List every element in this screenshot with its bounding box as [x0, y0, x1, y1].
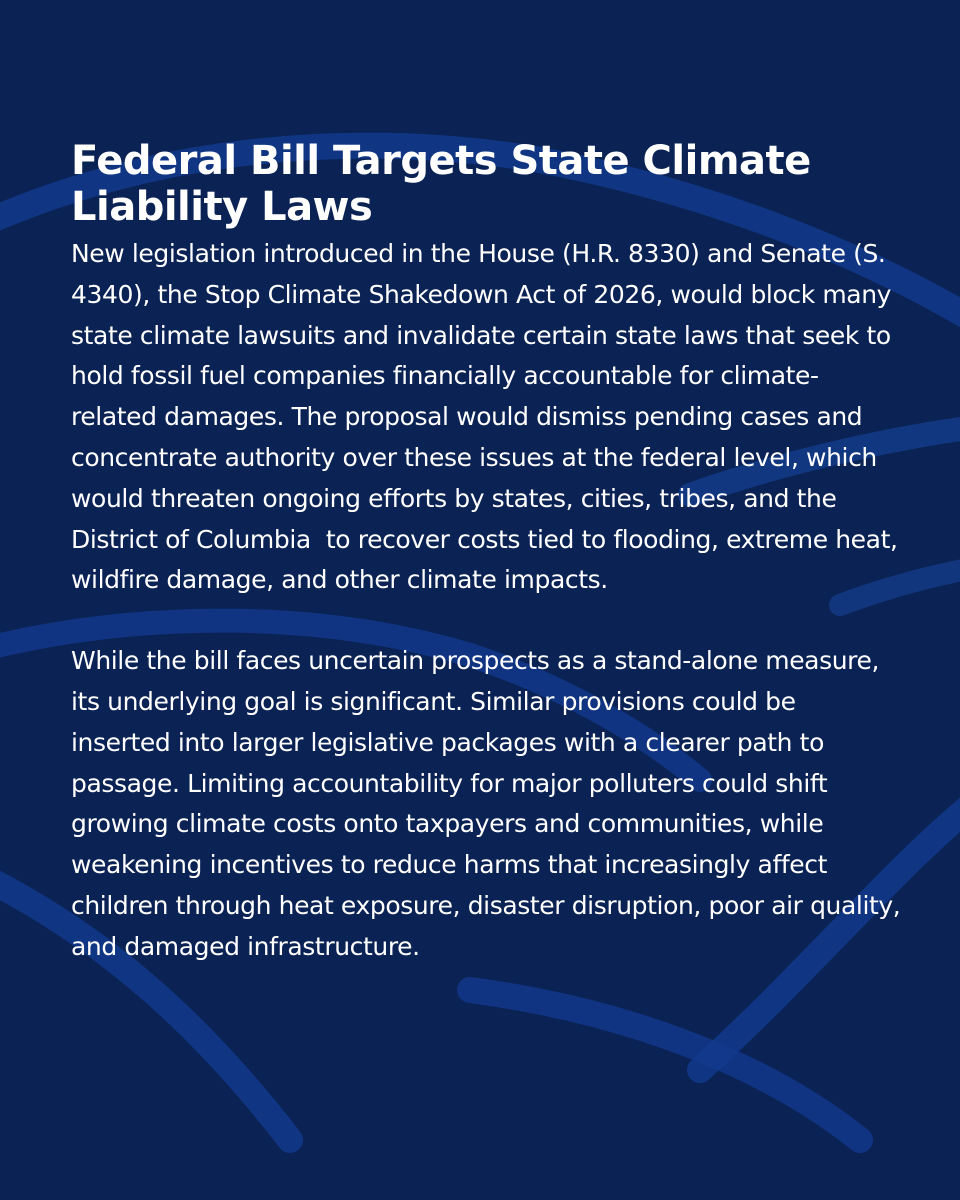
- article-paragraph-1: New legislation introduced in the House (H.R. 8330) and Senate (S. 4340), the Stop Climate Shakedown Act of 2026, would block many state climate lawsuits and invalidate certain state laws that seek to hold fossil fuel companies financially accountable for climate-related damages. The proposal would dismiss pending cases and concentrate authority over these issues at the federal level, which would threaten ongoing efforts by states, cities, tribes, and the District of Columbia to recover costs tied to flooding, extreme heat, wildfire damage, and other climate impacts.: [71, 239, 906, 595]
- decor-arc-bottom-sweep: [470, 990, 860, 1140]
- article-headline: Federal Bill Targets State Climate Liability Laws: [71, 138, 811, 230]
- article-paragraph-2: While the bill faces uncertain prospects as a stand-alone measure, its underlying goal is significant. Similar provisions could be inserted into larger legislative packages with a clearer path to passage. Limiting accountability for major polluters could shift growing climate costs onto taxpayers and communities, while weakening incentives to reduce harms that increasingly affect children through heat exposure, disaster disruption, poor air quality, and damaged infrastructure.: [71, 646, 908, 961]
- article-content: [71, 138, 908, 968]
